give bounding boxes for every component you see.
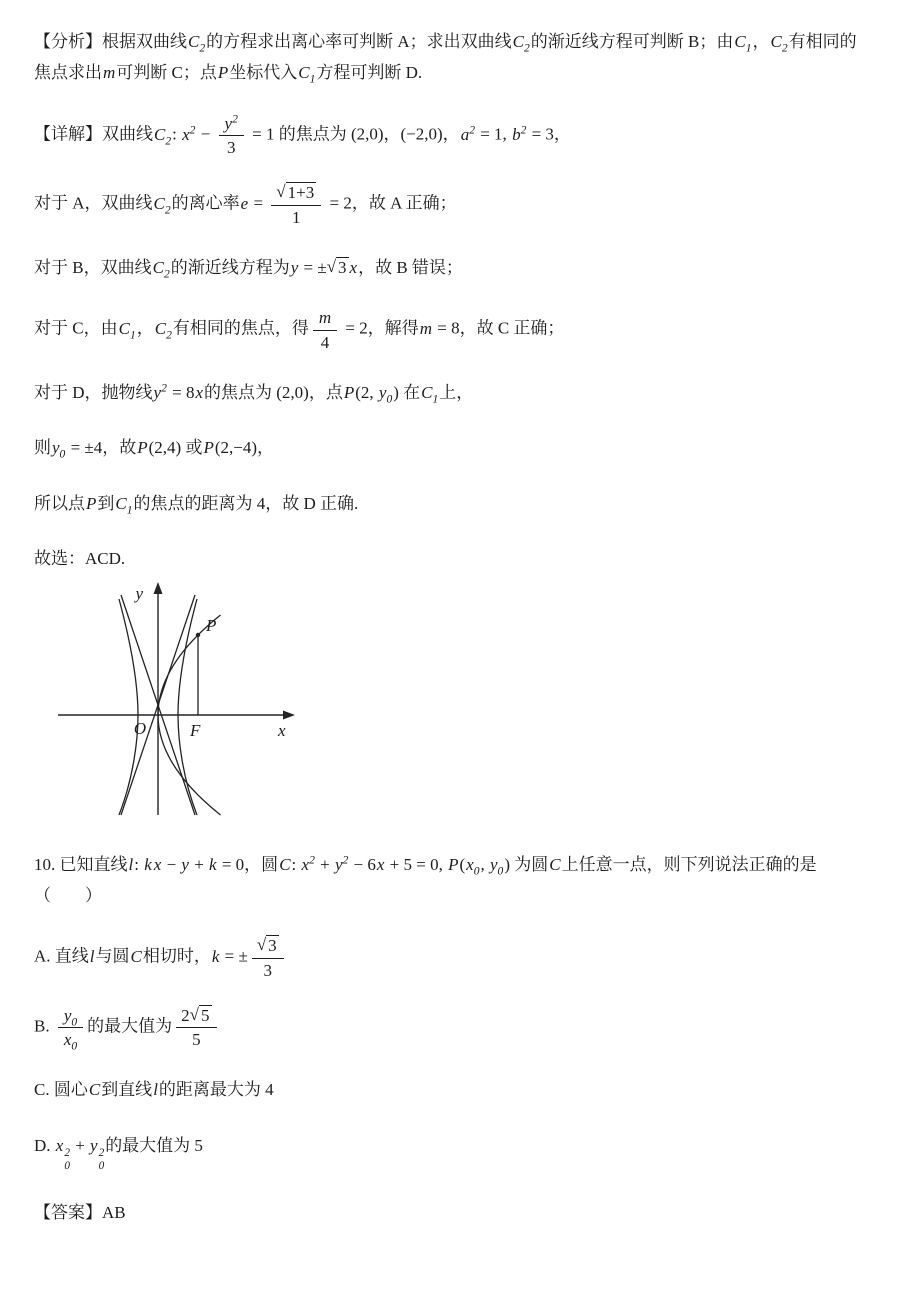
math-variable: $C_1$ [118, 318, 136, 342]
math-variable: $C_2$ [153, 194, 171, 217]
fraction: $\frac{m}{4}$ [313, 307, 337, 353]
math-variable: $y_0$ [63, 1005, 78, 1029]
math-variable: x [349, 257, 358, 277]
answer-choice-line: 故选：ACD. [34, 549, 126, 569]
math-variable: C [88, 1080, 101, 1100]
conclusion-paragraph-1: 则$y_0 = \pm 4$，故P(2,4) 或P(2,−4)， [34, 438, 275, 461]
fraction: $\frac{2√ 5}{5}$ [176, 1005, 216, 1051]
math-variable: x [195, 382, 203, 402]
question-10: 10. 已知直线l: k x − y + k = 0，圆C: $x^2 + y^2 - 6x + 5 = 0$, $P(x_0$, $y_0$) 为圆C上任意一点，则下列说法正确的是（ ） [34, 852, 817, 905]
fraction [58, 1005, 83, 1051]
math-variable: k [209, 854, 217, 874]
y-axis-label: y [135, 583, 143, 603]
math-variable: $C_2$ [152, 257, 170, 281]
math-variable: $x_0$ [466, 854, 480, 877]
math-variable: x 2 0 [55, 1135, 70, 1173]
math-variable: $C_2$ [512, 32, 530, 55]
square-root: √ 3 [256, 935, 277, 956]
square-root: √ 1+3 [276, 182, 315, 203]
math-variable: P [137, 438, 148, 458]
math-variable: $b^2$ [512, 122, 527, 144]
math-variable: $y^2$ [224, 112, 238, 133]
fraction: $\frac{y^2}{3}$ [219, 113, 244, 159]
math-variable: $y_0$ [52, 438, 66, 461]
math-variable: C [279, 854, 291, 874]
math-variable: P [86, 493, 97, 513]
x-axis-label: x [278, 720, 286, 740]
math-variable: l [128, 854, 134, 874]
math-variable: $C_2$ [188, 32, 206, 55]
fraction: $\frac{√ 3}{3}$ [252, 935, 284, 981]
detail-paragraph: 【详解】双曲线$C_2$: $x^2$ − $\frac{y^2}{3}$ = 1 的焦点为 (2,0)，(−2,0)，$a^2 = 1$, $b^2 = 3$， [34, 112, 571, 158]
math-variable: P [448, 854, 459, 874]
math-variable: m [318, 308, 332, 328]
math-variable: x [376, 854, 385, 874]
option-c: C. 圆心C到直线l的距离最大为 4 [34, 1080, 274, 1100]
math-variable: $C_1$ [298, 63, 316, 86]
math-variable: x [153, 854, 162, 874]
hyperbola-figure [50, 577, 864, 819]
math-variable: $x^2$ [182, 122, 196, 144]
option-b: B. $\frac{y_0}{x_0}$ 的最大值为 $\frac{2√ 5}{5}$ [34, 1005, 864, 1051]
math-variable: $C_2$ [154, 124, 172, 147]
focus-label: F [190, 720, 201, 740]
math-variable: $C_2$ [154, 318, 172, 342]
math-variable: $C_1$ [421, 382, 439, 406]
math-variable: e [240, 194, 249, 214]
hyperbola-right-branch [178, 599, 197, 815]
origin-label: O [133, 718, 147, 738]
math-variable: P [203, 438, 214, 458]
math-variable: $y_0$ [378, 382, 393, 406]
hyperbola-parabola-sketch [50, 577, 302, 819]
option-b-analysis: 对于 B，双曲线$C_2$的渐近线方程为y = ±√ 3 x，故 B 错误； [34, 256, 463, 281]
option-a: A. 直线l与圆C相切时，k = ± $\frac{√ 3}{3}$ [34, 935, 864, 981]
square-root: √ 3 [326, 256, 347, 277]
math-variable: $a^2$ [460, 122, 475, 144]
solution-section [34, 26, 864, 575]
math-variable: $y^2$ [153, 381, 167, 402]
math-variable: $C_2$ [770, 32, 788, 55]
math-variable: l [153, 1080, 158, 1100]
math-variable: y [181, 854, 189, 874]
x-axis-arrow-icon [283, 710, 295, 719]
point-P-dot [196, 632, 200, 636]
math-variable: y [290, 257, 299, 277]
answer-line: 【答案】AB [34, 1202, 126, 1222]
math-variable: $x^2$ [301, 852, 315, 874]
math-variable: $y^2$ [334, 852, 349, 874]
math-variable: y 2 0 [90, 1135, 105, 1173]
option-d-analysis: 对于 D，抛物线$y^2 = 8x$的焦点为 (2,0)，点P(2, $y_0$) 在$C_1$上， [34, 381, 474, 406]
option-c-analysis: 对于 C，由$C_1$，$C_2$有相同的焦点，得 $\frac{m}{4}$ = 2，解得m = 8，故 C 正确； [34, 308, 565, 352]
math-variable: k [144, 854, 152, 874]
analysis-paragraph: 【分析】根据双曲线$C_2$的方程求出离心率可判断 A；求出双曲线$C_2$的渐近线方程可判断 B；由$C_1$，$C_2$有相同的焦点求出m可判断 C；点P坐标代入$C_1$方程可判断 D. [34, 32, 857, 86]
math-variable: $y_0$ [489, 854, 504, 877]
option-a-analysis: 对于 A，双曲线$C_2$的离心率e = $\frac{√ 1+3}{1}$ = 2，故 A 正确； [34, 182, 457, 227]
math-variable: m [103, 63, 116, 83]
math-variable: C [130, 947, 142, 967]
hyperbola-left-branch [119, 599, 138, 815]
math-variable: P [217, 63, 229, 83]
math-variable: k [211, 947, 220, 967]
conclusion-paragraph-2: 所以点P到$C_1$的焦点的距离为 4，故 D 正确. [34, 493, 359, 517]
math-variable: $C_1$ [115, 493, 133, 517]
point-P-label: P [206, 615, 217, 635]
math-variable: l [89, 947, 95, 967]
y-axis-arrow-icon [154, 582, 163, 594]
fraction: $\frac{√ 1+3}{1}$ [271, 182, 321, 228]
square-root: √ 5 [189, 1004, 210, 1025]
math-variable: $C_1$ [734, 32, 752, 55]
option-d: D. x 2 0 + y 2 0 的最大值为 5 [34, 1135, 203, 1173]
question-section [34, 849, 864, 1228]
math-variable: m [419, 318, 432, 338]
math-variable: P [343, 382, 355, 402]
math-variable: $x_0$ [63, 1030, 78, 1053]
math-variable: C [549, 854, 561, 874]
